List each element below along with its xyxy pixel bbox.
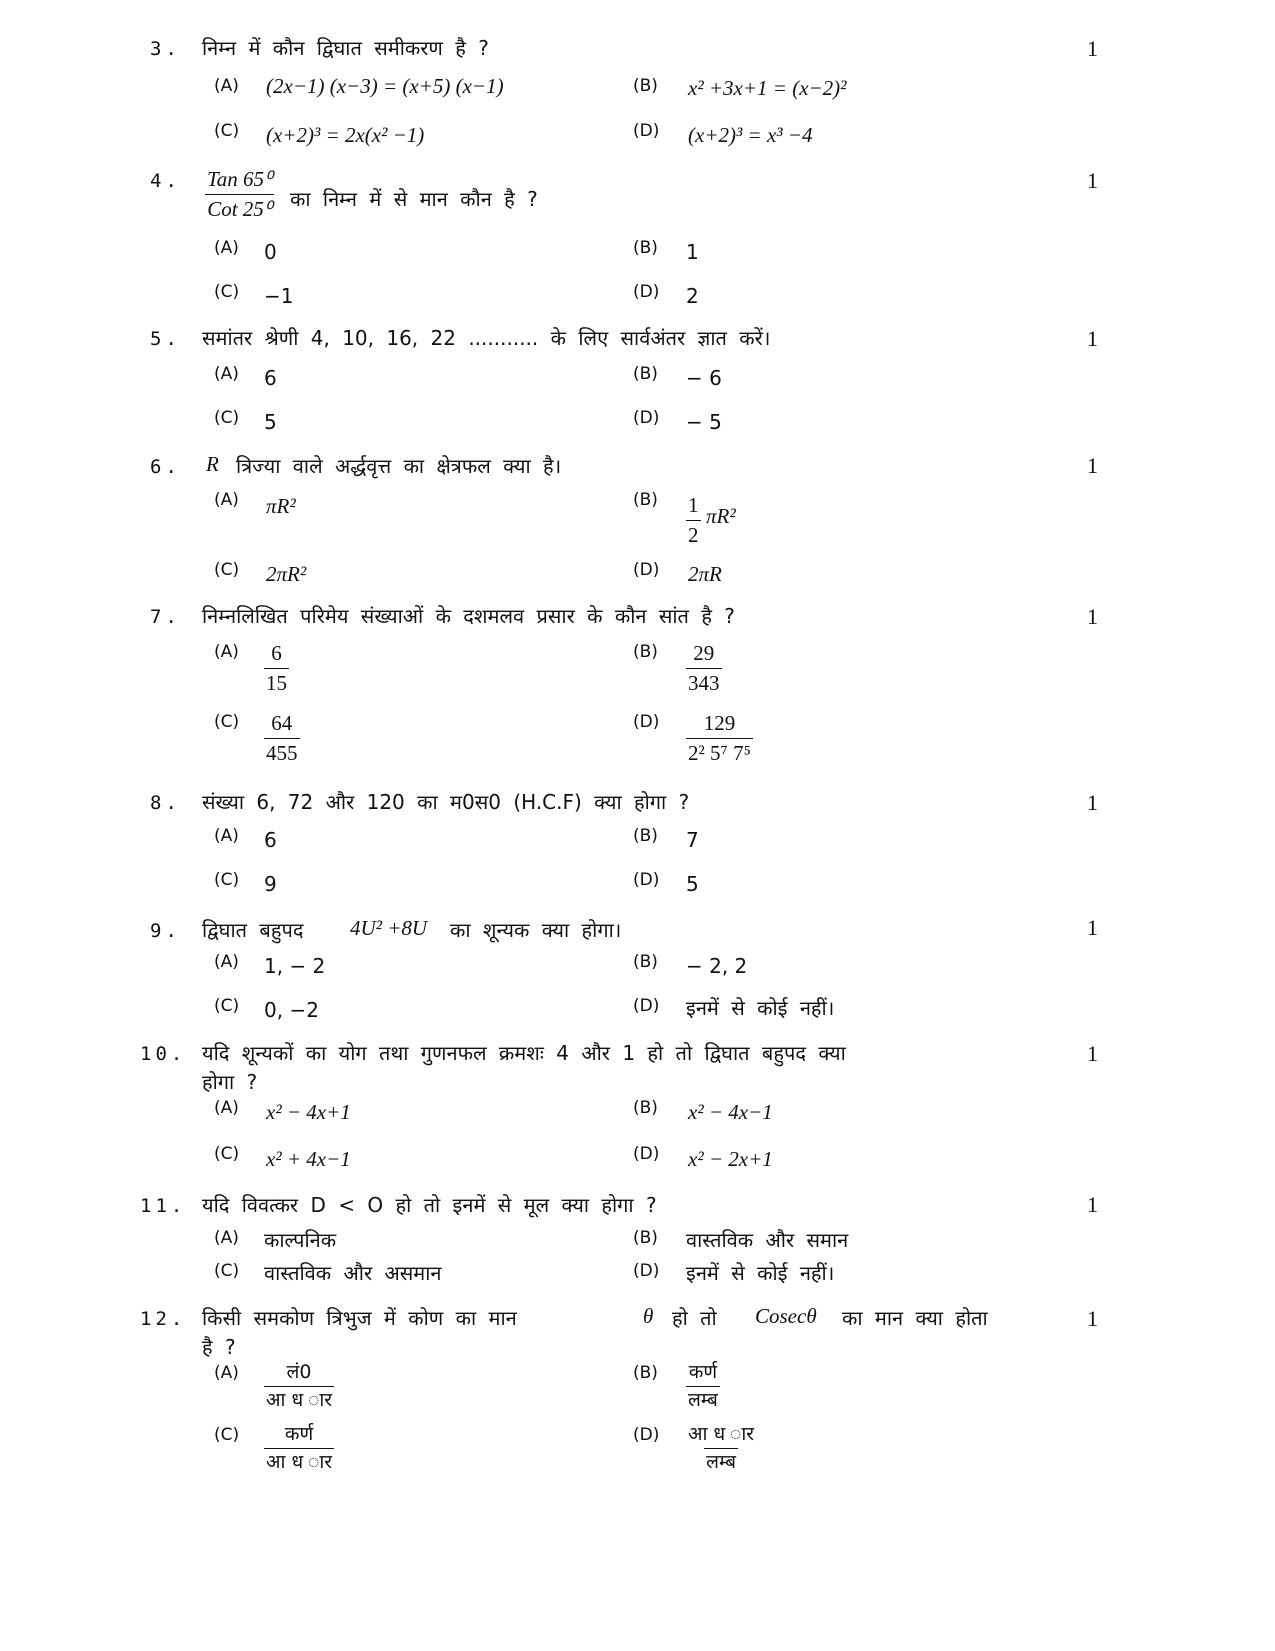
question-text: समांतर श्रेणी 4, 10, 16, 22 ........... के लिए सार्वअंतर ज्ञात करें। <box>202 326 771 350</box>
option-fraction <box>686 1424 756 1473</box>
fraction-denominator: लम्ब <box>704 1448 738 1473</box>
option-label: (D) <box>633 1144 660 1164</box>
option-value: x² +3x+1 = (x−2)² <box>688 76 847 100</box>
option-label: (B) <box>633 826 658 846</box>
option-label: (A) <box>214 642 239 662</box>
option-label: (A) <box>214 1098 239 1118</box>
option-value: काल्पनिक <box>264 1228 337 1252</box>
option-label: (C) <box>214 408 240 428</box>
option-label: (B) <box>633 238 658 258</box>
option-label: (C) <box>214 996 240 1016</box>
option-label: (A) <box>214 1228 239 1248</box>
option-value: x² − 4x−1 <box>688 1100 773 1124</box>
question-number: 8. <box>150 792 181 814</box>
option-value: − 6 <box>686 366 722 390</box>
theta-symbol: θ <box>643 1304 654 1328</box>
fraction-numerator: Tan 65⁰ <box>207 167 273 191</box>
marks: 1 <box>1087 326 1098 351</box>
question-text: निम्नलिखित परिमेय संख्याओं के दशमलव प्रसार के कौन सांत है ? <box>202 604 735 628</box>
option-label: (B) <box>633 76 658 96</box>
question-text: यदि शून्यकों का योग तथा गुणनफल क्रमशः 4 और 1 हो तो द्विघात बहुपद क्या <box>202 1041 846 1065</box>
option-label: (A) <box>214 76 239 96</box>
question-number: 3. <box>150 38 181 60</box>
question-number: 11. <box>140 1195 187 1217</box>
fraction-numerator: 1 <box>688 493 699 517</box>
question-text: यदि विवत्कर D < O हो तो इनमें से मूल क्या होगा ? <box>202 1193 657 1217</box>
question-text: निम्न में कौन द्विघात समीकरण है ? <box>202 36 489 60</box>
question-number: 7. <box>150 606 181 628</box>
fraction-denominator: Cot 25⁰ <box>205 194 274 221</box>
option-value: वास्तविक और असमान <box>264 1261 442 1285</box>
option-fraction <box>686 1362 720 1411</box>
option-fraction <box>686 642 722 695</box>
option-label: (D) <box>633 1261 660 1281</box>
option-label: (A) <box>214 826 239 846</box>
fraction-denominator: 343 <box>686 668 722 695</box>
fraction-denominator: 15 <box>264 668 289 695</box>
option-fraction <box>264 712 300 765</box>
fraction-numerator: 29 <box>693 641 715 665</box>
question-number: 9. <box>150 920 181 942</box>
option-value: −1 <box>264 284 294 308</box>
option-label: (B) <box>633 952 658 972</box>
option-fraction <box>686 712 753 765</box>
option-value: − 2, 2 <box>686 954 748 978</box>
fraction-numerator: 129 <box>703 711 736 735</box>
option-label: (C) <box>214 121 240 141</box>
option-value: 2πR <box>688 562 722 586</box>
option-label: (C) <box>214 560 240 580</box>
fraction-numerator: आ ध ार <box>688 1423 755 1445</box>
question-text: का शून्यक क्या होगा। <box>450 918 622 942</box>
option-value: x² + 4x−1 <box>266 1147 351 1171</box>
question-number: 10. <box>140 1043 187 1065</box>
question-text: का मान क्या होता <box>842 1306 988 1330</box>
option-label: (B) <box>633 1098 658 1118</box>
marks: 1 <box>1087 453 1098 478</box>
option-value: इनमें से कोई नहीं। <box>686 1261 835 1285</box>
fraction-denominator: 455 <box>264 738 300 765</box>
option-label: (D) <box>633 996 660 1016</box>
fraction-numerator: कर्ण <box>688 1361 718 1383</box>
option-label: (A) <box>214 238 239 258</box>
option-value: x² − 4x+1 <box>266 1100 351 1124</box>
option-value: 0 <box>264 240 277 264</box>
marks: 1 <box>1087 604 1098 629</box>
fraction-denominator: आ ध ार <box>264 1386 334 1411</box>
question-number: 5. <box>150 328 181 350</box>
question-text-continued: है ? <box>202 1335 236 1359</box>
radius-variable: R <box>206 452 219 476</box>
option-value: 2 <box>686 284 699 308</box>
marks: 1 <box>1087 36 1098 61</box>
option-value: (x+2)³ = x³ −4 <box>688 123 813 147</box>
option-label: (A) <box>214 952 239 972</box>
marks: 1 <box>1087 1306 1098 1331</box>
fraction-denominator: आ ध ार <box>264 1448 334 1473</box>
option-value: x² − 2x+1 <box>688 1147 773 1171</box>
marks: 1 <box>1087 790 1098 815</box>
option-value: − 5 <box>686 410 722 434</box>
cosec-expression: Cosecθ <box>755 1304 817 1328</box>
marks: 1 <box>1087 168 1098 193</box>
option-value: (x+2)³ = 2x(x² −1) <box>266 123 425 147</box>
option-label: (C) <box>214 870 240 890</box>
option-value: 5 <box>264 410 277 434</box>
fraction-denominator: लम्ब <box>686 1386 720 1411</box>
option-label: (C) <box>214 282 240 302</box>
option-label: (D) <box>633 1425 660 1445</box>
question-text: द्विघात बहुपद <box>202 918 304 942</box>
marks: 1 <box>1087 1041 1098 1066</box>
option-value: πR² <box>266 494 296 518</box>
polynomial-expression: 4U² +8U <box>350 916 428 940</box>
fraction-numerator: कर्ण <box>284 1423 314 1445</box>
question-text: संख्या 6, 72 और 120 का म0स0 (H.C.F) क्या होगा ? <box>202 790 690 814</box>
option-value: 2πR² <box>266 562 307 586</box>
option-value: 6 <box>264 366 277 390</box>
option-value: इनमें से कोई नहीं। <box>686 996 835 1020</box>
option-label: (D) <box>633 282 660 302</box>
option-label: (D) <box>633 560 660 580</box>
option-label: (A) <box>214 1363 239 1383</box>
option-label: (B) <box>633 1228 658 1248</box>
option-value: 5 <box>686 872 699 896</box>
option-label: (D) <box>633 870 660 890</box>
option-fraction <box>264 1362 334 1411</box>
marks: 1 <box>1087 1192 1098 1217</box>
option-label: (A) <box>214 490 239 510</box>
option-label: (D) <box>633 121 660 141</box>
option-label: (A) <box>214 364 239 384</box>
half-fraction <box>686 494 701 547</box>
option-fraction <box>264 642 289 695</box>
option-value: πR² <box>706 504 736 528</box>
option-label: (C) <box>214 1425 240 1445</box>
question-number: 12. <box>140 1308 187 1330</box>
fraction-denominator: 2² 5⁷ 7⁵ <box>686 738 753 765</box>
option-label: (B) <box>633 364 658 384</box>
question-number: 6. <box>150 456 181 478</box>
tan-cot-fraction <box>205 168 274 221</box>
option-label: (D) <box>633 408 660 428</box>
fraction-denominator: 2 <box>686 520 701 547</box>
option-label: (B) <box>633 642 658 662</box>
question-text: हो तो <box>672 1306 717 1330</box>
question-text: किसी समकोण त्रिभुज में कोण का मान <box>202 1306 517 1330</box>
option-label: (B) <box>633 1363 658 1383</box>
option-label: (C) <box>214 1261 240 1281</box>
fraction-numerator: 64 <box>271 711 293 735</box>
option-value: 1, − 2 <box>264 954 326 978</box>
fraction-numerator: 6 <box>271 641 282 665</box>
question-number: 4. <box>150 170 181 192</box>
option-value: (2x−1) (x−3) = (x+5) (x−1) <box>266 74 504 98</box>
option-value: 9 <box>264 872 277 896</box>
question-text: का निम्न में से मान कौन है ? <box>290 187 538 211</box>
option-value: 0, −2 <box>264 998 319 1022</box>
option-label: (C) <box>214 1144 240 1164</box>
question-text: त्रिज्या वाले अर्द्धवृत्त का क्षेत्रफल क्या है। <box>236 454 562 478</box>
marks: 1 <box>1087 915 1098 940</box>
option-label: (C) <box>214 712 240 732</box>
option-value: 6 <box>264 828 277 852</box>
option-value: 7 <box>686 828 699 852</box>
option-value: 1 <box>686 240 699 264</box>
option-value: वास्तविक और समान <box>686 1228 849 1252</box>
option-label: (D) <box>633 712 660 732</box>
question-text-continued: होगा ? <box>202 1070 258 1094</box>
option-label: (B) <box>633 490 658 510</box>
option-fraction <box>264 1424 334 1473</box>
fraction-numerator: लं0 <box>286 1361 312 1383</box>
